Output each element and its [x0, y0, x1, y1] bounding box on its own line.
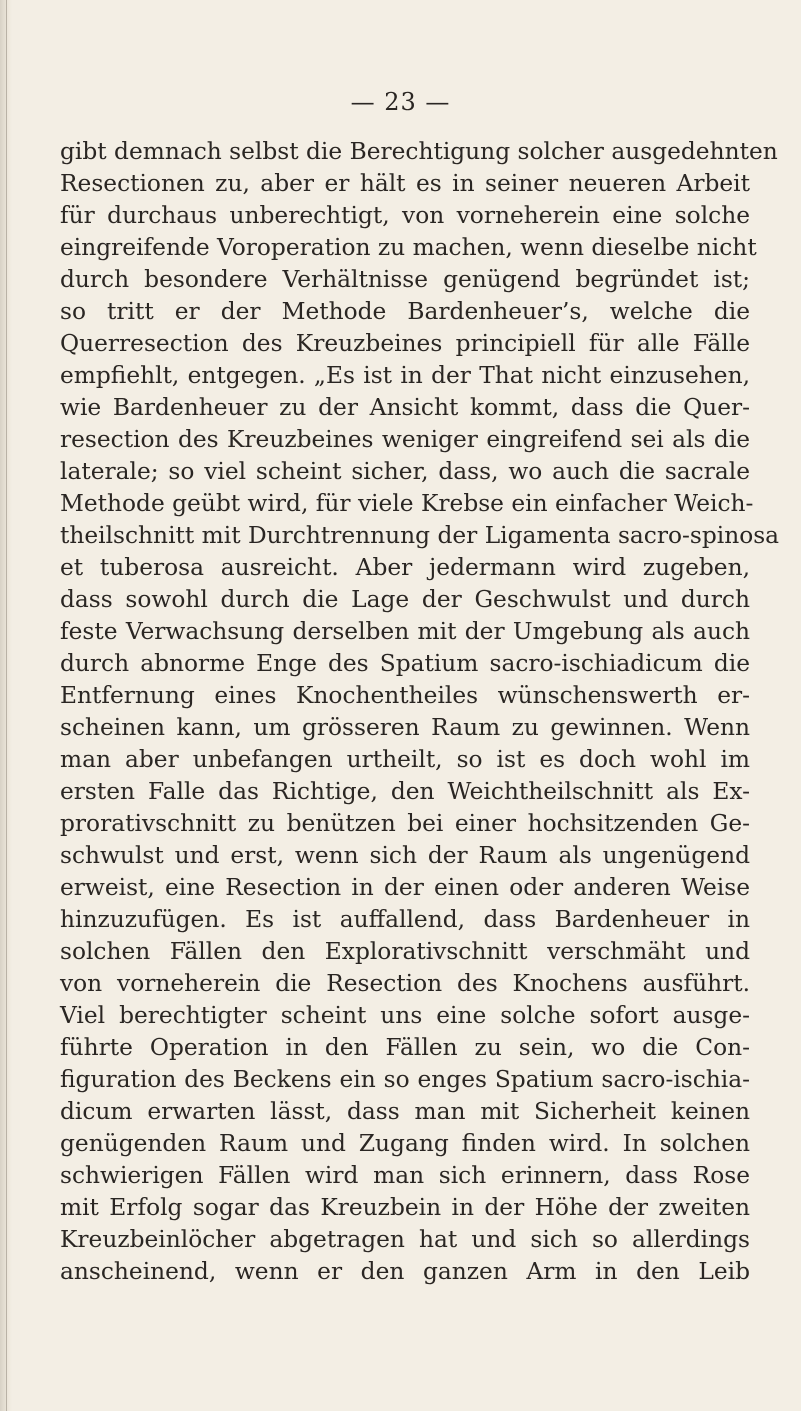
text-line: durch abnorme Enge des Spatium sacro-ischiadicum die [60, 650, 750, 677]
body-text [60, 136, 780, 1288]
text-line: Querresection des Kreuzbeines principiell für alle Fälle [60, 330, 750, 357]
text-line: man aber unbefangen urtheilt, so ist es doch wohl im [60, 746, 750, 773]
text-line: ersten Falle das Richtige, den Weichtheilschnitt als Ex- [60, 778, 750, 805]
text-line: schwulst und erst, wenn sich der Raum als ungenügend [60, 842, 750, 869]
text-line: für durchaus unberechtigt, von vorneherein eine solche [60, 202, 750, 229]
text-line: Resectionen zu, aber er hält es in seiner neueren Arbeit [60, 170, 750, 197]
page-number: — 23 — [350, 88, 451, 116]
text-line: et tuberosa ausreicht. Aber jedermann wird zugeben, [60, 554, 750, 581]
text-line: mit Erfolg sogar das Kreuzbein in der Höhe der zweiten [60, 1194, 750, 1221]
text-line: dicum erwarten lässt, dass man mit Sicherheit keinen [60, 1098, 750, 1125]
text-line: figuration des Beckens ein so enges Spatium sacro-ischia- [60, 1066, 750, 1093]
text-line: von vorneherein die Resection des Knochens ausführt. [60, 970, 750, 997]
text-line: Kreuzbeinlöcher abgetragen hat und sich so allerdings [60, 1226, 750, 1253]
text-line: laterale; so viel scheint sicher, dass, wo auch die sacrale [60, 458, 750, 485]
text-line: gibt demnach selbst die Berechtigung solcher ausgedehnten [60, 138, 778, 165]
text-line: führte Operation in den Fällen zu sein, wo die Con- [60, 1034, 750, 1061]
binding-line [6, 0, 7, 1411]
text-line: erweist, eine Resection in der einen oder anderen Weise [60, 874, 750, 901]
text-line: wie Bardenheuer zu der Ansicht kommt, dass die Quer- [60, 394, 750, 421]
text-line: dass sowohl durch die Lage der Geschwulst und durch [60, 586, 750, 613]
text-line: resection des Kreuzbeines weniger eingreifend sei als die [60, 426, 750, 453]
text-line: eingreifende Voroperation zu machen, wenn dieselbe nicht [60, 234, 757, 261]
text-line: prorativschnitt zu benützen bei einer hochsitzenden Ge- [60, 810, 750, 837]
text-line: anscheinend, wenn er den ganzen Arm in den Leib [60, 1258, 750, 1285]
text-line: Entfernung eines Knochentheiles wünschenswerth er- [60, 682, 750, 709]
text-line: schwierigen Fällen wird man sich erinnern, dass Rose [60, 1162, 750, 1189]
text-line: theilschnitt mit Durchtrennung der Ligamenta sacro-spinosa [60, 522, 780, 549]
text-line: so tritt er der Methode Bardenheuer’s, welche die [60, 298, 750, 325]
text-line: genügenden Raum und Zugang finden wird. In solchen [60, 1130, 750, 1157]
text-line: solchen Fällen den Explorativschnitt verschmäht und [60, 938, 750, 965]
text-line: hinzuzufügen. Es ist auffallend, dass Bardenheuer in [60, 906, 750, 933]
text-line: feste Verwachsung derselben mit der Umgebung als auch [60, 618, 750, 645]
text-line: empfiehlt, entgegen. „Es ist in der That nicht einzusehen, [60, 362, 750, 389]
text-line: Methode geübt wird, für viele Krebse ein einfacher Weich- [60, 490, 754, 517]
text-line: Viel berechtigter scheint uns eine solche sofort ausge- [60, 1002, 750, 1029]
text-line: scheinen kann, um grösseren Raum zu gewinnen. Wenn [60, 714, 750, 741]
text-line: durch besondere Verhältnisse genügend begründet ist; [60, 266, 750, 293]
